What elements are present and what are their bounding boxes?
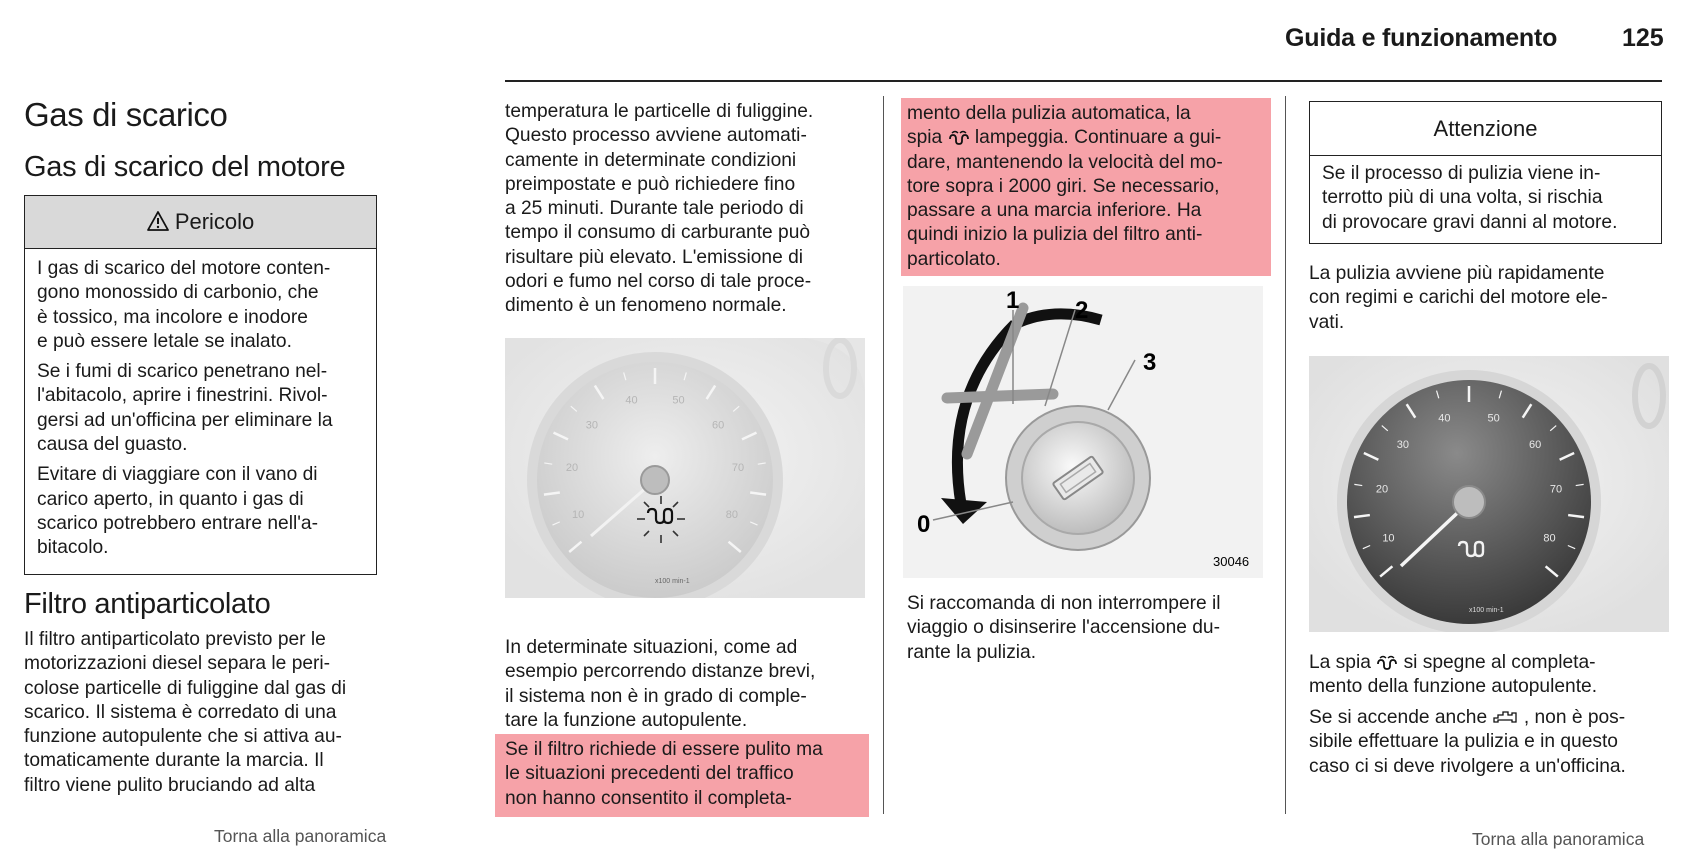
attention-box xyxy=(1309,101,1662,244)
gauge-tick-label: 40 xyxy=(625,394,638,407)
back-to-overview-link[interactable]: Torna alla panoramica xyxy=(214,826,387,846)
text-line: Evitare di viaggiare con il vano di xyxy=(37,464,318,486)
text-line: funzione autopulente che si attiva au- xyxy=(24,726,342,748)
text-line: Se i fumi di scarico penetrano nel- xyxy=(37,361,328,383)
attention-body xyxy=(1310,156,1661,241)
header-rule xyxy=(505,80,1662,82)
diesel-particle-filter-icon xyxy=(948,127,975,148)
text-line: particolato. xyxy=(907,248,1001,270)
text-line: filtro viene pulito bruciando ad alta xyxy=(24,774,316,796)
text-line: a 25 minuti. Durante tale periodo di xyxy=(505,198,804,220)
text-line: tore sopra i 2000 giri. Se necessario, xyxy=(907,175,1220,197)
text-line: risultare più elevato. L'emissione di xyxy=(505,246,804,268)
text-line: Se il filtro richiede di essere pulito ma xyxy=(505,739,823,760)
text-line: Il filtro antiparticolato previsto per le xyxy=(24,629,326,650)
text-line: vati. xyxy=(1309,311,1345,333)
text-line: quindi inizio la pulizia del filtro anti- xyxy=(907,224,1203,246)
gauge-unit: x100 min-1 xyxy=(1469,607,1504,614)
gauge-tick-label: 30 xyxy=(585,419,598,432)
text-line: Se il processo di pulizia viene in- xyxy=(1322,163,1601,184)
text-line: e può essere letale se inalato. xyxy=(37,330,292,352)
danger-box-header xyxy=(25,196,376,249)
gauge-tick-label: 10 xyxy=(571,508,585,521)
figure-number: 30046 xyxy=(1213,554,1250,569)
text-line: causa del guasto. xyxy=(37,434,188,456)
text-line: scarico potrebbero entrare nell'a- xyxy=(37,512,318,534)
paragraph xyxy=(1309,706,1669,779)
text-line: non hanno consentito il completa- xyxy=(505,787,792,809)
text-line: le situazioni precedenti del traffico xyxy=(505,763,794,785)
paragraph xyxy=(907,592,1267,665)
danger-heading: Pericolo xyxy=(174,209,255,234)
paragraph xyxy=(1309,651,1669,700)
gauge-tick-label: 60 xyxy=(712,419,725,432)
text-line: colose particelle di fuliggine dal gas di xyxy=(24,677,347,699)
page-title: Gas di scarico xyxy=(24,96,228,133)
gauge-tick-label: 20 xyxy=(565,462,579,475)
text-line: Questo processo avviene automati- xyxy=(505,125,807,147)
paragraph xyxy=(1309,262,1669,335)
text-fragment: Se si accende anche xyxy=(1309,707,1488,728)
text-line: mento della funzione autopulente. xyxy=(1309,676,1598,698)
gauge-tick-label: 50 xyxy=(672,394,685,407)
text-line: tempo il consumo di carburante può xyxy=(505,222,811,244)
ignition-switch-figure xyxy=(903,286,1263,578)
page-number: 125 xyxy=(1622,24,1664,52)
text-line: motorizzazioni diesel separa le peri- xyxy=(24,653,331,675)
text-line: con regimi e carichi del motore ele- xyxy=(1309,287,1608,309)
text-line: dare, mantenendo la velocità del mo- xyxy=(907,151,1223,173)
text-line: Si raccomanda di non interrompere il xyxy=(907,593,1221,614)
text-line: rante la pulizia. xyxy=(907,641,1037,663)
column-divider xyxy=(883,96,884,814)
text-line: mento della pulizia automatica, la xyxy=(907,103,1191,124)
filter-paragraph xyxy=(24,628,384,798)
danger-paragraph xyxy=(37,360,364,457)
text-fragment: lampeggia. Continuare a gui- xyxy=(974,127,1222,149)
gauge-unit: x100 min-1 xyxy=(655,578,690,585)
text-line: è tossico, ma incolore e inodore xyxy=(37,306,308,328)
column-divider xyxy=(1285,96,1286,814)
text-line: odori e fumo nel corso di tale proce- xyxy=(505,271,812,293)
text-line: tare la funzione autopulente. xyxy=(505,709,748,731)
text-line: esempio percorrendo distanze brevi, xyxy=(505,661,816,683)
gauge-tick-label: 70 xyxy=(1549,483,1563,496)
text-line: scarico. Il sistema è corredato di una xyxy=(24,701,337,723)
callout-label: 0 xyxy=(917,511,931,538)
text-line: dimento è un fenomeno normale. xyxy=(505,295,787,317)
text-fragment: si spegne al completa- xyxy=(1403,652,1596,673)
callout-label: 3 xyxy=(1143,349,1157,376)
text-line: gersi ad un'officina per eliminare la xyxy=(37,409,333,431)
gauge-tick-label: 30 xyxy=(1396,438,1409,451)
text-line: terrotto più di una volta, si rischia xyxy=(1322,187,1603,209)
text-fragment: spia xyxy=(907,127,943,149)
engine-check-icon xyxy=(1492,707,1523,728)
text-line: sibile effettuare la pulizia e in questo xyxy=(1309,731,1618,753)
text-line: bitacolo. xyxy=(37,537,109,559)
text-line: carico aperto, in quanto i gas di xyxy=(37,488,304,510)
danger-paragraph xyxy=(37,257,364,354)
paragraph xyxy=(505,100,865,319)
gauge-tick-label: 70 xyxy=(731,462,745,475)
paragraph xyxy=(505,636,865,733)
text-line: I gas di scarico del motore conten- xyxy=(37,258,331,279)
text-line: passare a una marcia inferiore. Ha xyxy=(907,200,1202,222)
highlighted-paragraph xyxy=(495,734,869,817)
gauge-tick-label: 80 xyxy=(1543,532,1556,545)
highlighted-paragraph xyxy=(901,98,1271,276)
text-line: il sistema non è in grado di comple- xyxy=(505,685,807,707)
section-title: Guida e funzionamento xyxy=(1285,24,1558,52)
text-line: preimpostate e può richiedere fino xyxy=(505,173,796,195)
danger-paragraph xyxy=(37,463,364,560)
gauge-hub xyxy=(1453,486,1485,518)
text-line: caso ci si deve rivolgere a un'officina. xyxy=(1309,755,1626,777)
warning-triangle-icon xyxy=(147,209,175,234)
callout-label: 2 xyxy=(1075,297,1089,324)
text-line: l'abitacolo, aprire i finestrini. Rivol- xyxy=(37,385,328,407)
tachometer-figure xyxy=(1309,356,1669,632)
tachometer-figure xyxy=(505,338,865,598)
gauge-tick-label: 40 xyxy=(1438,412,1451,425)
danger-box xyxy=(24,195,377,575)
gauge-tick-label: 60 xyxy=(1529,438,1542,451)
text-line: temperatura le particelle di fuliggine. xyxy=(505,101,814,122)
gauge-hub xyxy=(641,466,669,494)
text-fragment: La spia xyxy=(1309,652,1371,673)
text-line: camente in determinate condizioni xyxy=(505,149,797,171)
gauge-tick-label: 50 xyxy=(1487,412,1500,425)
callout-label: 1 xyxy=(1006,287,1020,314)
back-to-overview-link[interactable]: Torna alla panoramica xyxy=(1472,829,1645,849)
gauge-tick-label: 10 xyxy=(1382,532,1395,545)
filter-section-title: Filtro antiparticolato xyxy=(24,588,271,620)
text-line: La pulizia avviene più rapidamente xyxy=(1309,263,1605,284)
text-line: viaggio o disinserire l'accensione du- xyxy=(907,617,1220,639)
attention-box-header: Attenzione xyxy=(1310,102,1661,156)
gauge-tick-label: 80 xyxy=(725,508,739,521)
gauge-tick-label: 20 xyxy=(1375,483,1389,496)
text-line: di provocare gravi danni al motore. xyxy=(1322,211,1618,233)
text-line: tomaticamente durante la marcia. Il xyxy=(24,750,324,772)
subsection-title: Gas di scarico del motore xyxy=(24,151,346,183)
danger-body xyxy=(25,249,376,573)
text-line: In determinate situazioni, come ad xyxy=(505,637,798,658)
text-line: gono monossido di carbonio, che xyxy=(37,282,319,304)
text-fragment: , non è pos- xyxy=(1523,707,1626,728)
diesel-particle-filter-icon xyxy=(1376,652,1403,673)
